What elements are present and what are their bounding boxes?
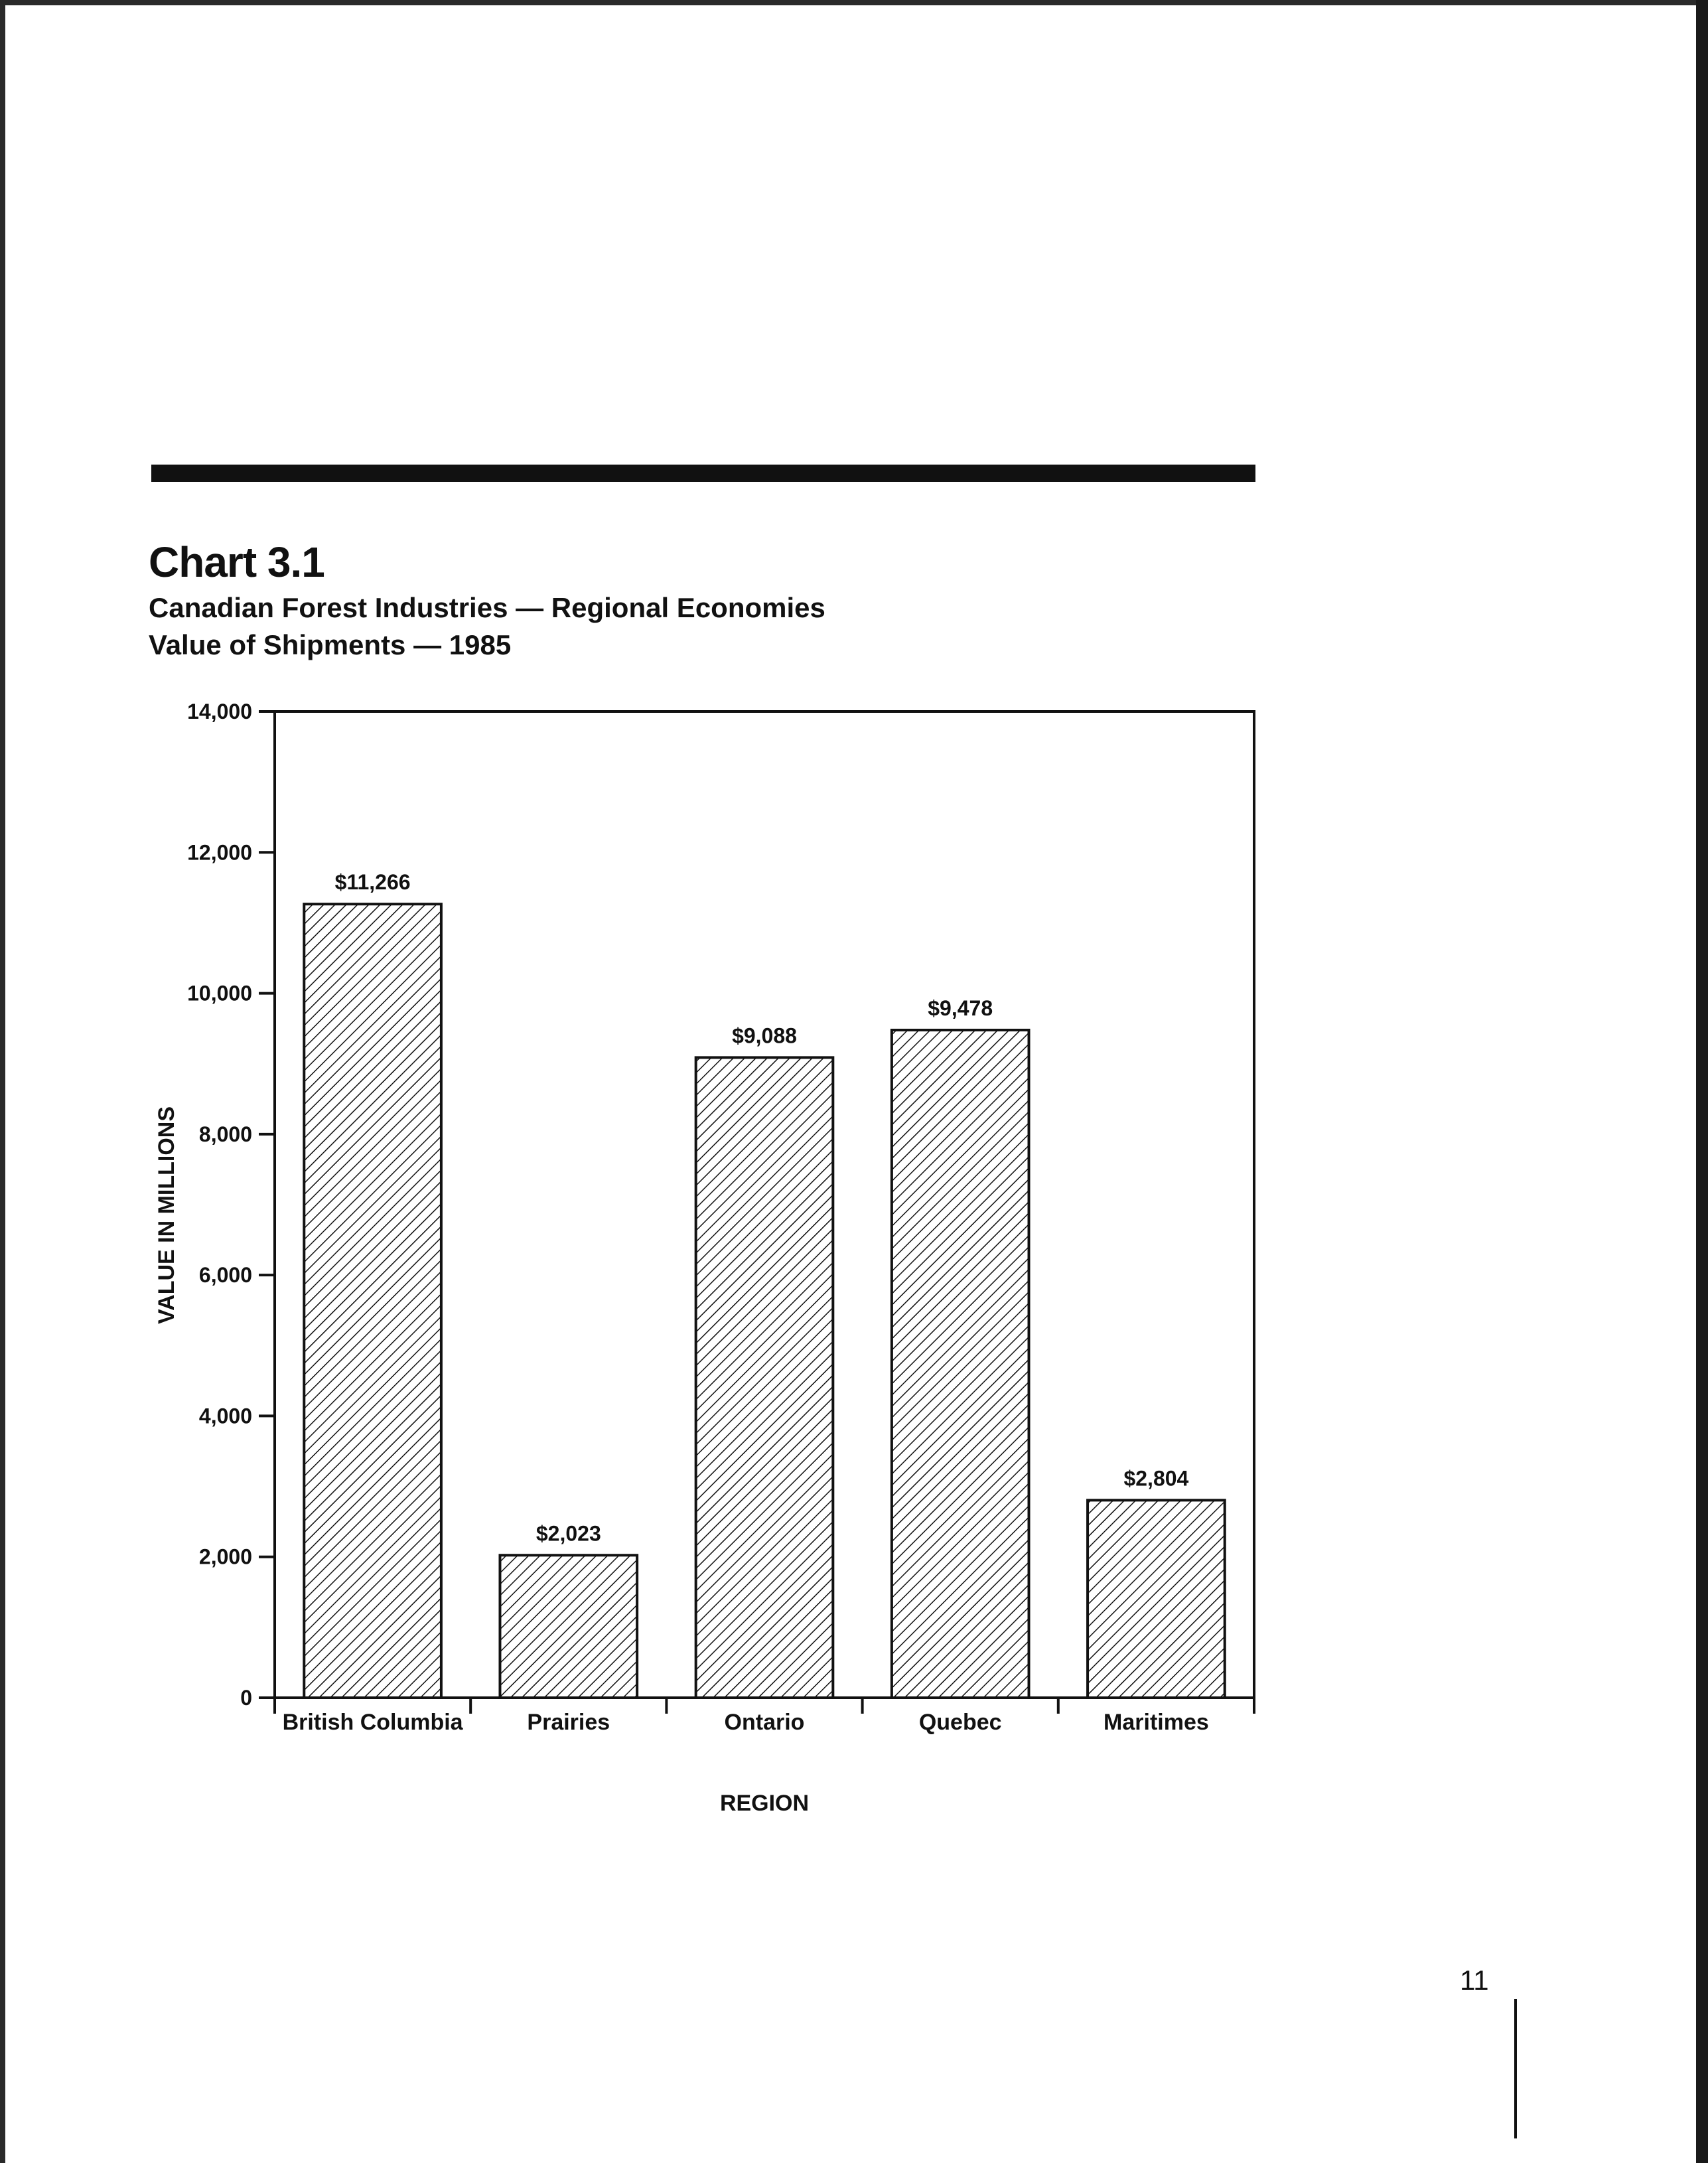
chart-title: Canadian Forest Industries — Regional Economies	[149, 592, 825, 623]
category-label: Prairies	[527, 1710, 610, 1735]
y-axis-title: VALUE IN MILLIONS	[154, 1106, 179, 1325]
y-tick-label: 14,000	[187, 700, 252, 723]
y-axis	[187, 700, 275, 1710]
data-label: $2,023	[535, 1521, 601, 1546]
y-tick-label: 0	[240, 1686, 252, 1710]
bar	[500, 1555, 637, 1698]
y-tick-label: 8,000	[198, 1122, 252, 1146]
y-tick-label: 4,000	[198, 1404, 252, 1428]
page-number: 11	[1460, 1965, 1489, 1996]
category-label: Maritimes	[1103, 1710, 1209, 1735]
data-label: $9,478	[928, 996, 993, 1020]
chart-number: Chart 3.1	[149, 538, 324, 586]
bar	[1088, 1500, 1225, 1698]
data-label: $2,804	[1123, 1466, 1189, 1491]
y-tick-label: 2,000	[198, 1544, 252, 1569]
chart-subtitle: Value of Shipments — 1985	[149, 629, 512, 660]
y-tick-label: 10,000	[187, 981, 252, 1006]
bars	[304, 870, 1224, 1698]
page-number-rule	[1514, 1999, 1517, 2138]
category-label: Quebec	[918, 1710, 1002, 1735]
y-tick-label: 6,000	[198, 1263, 252, 1288]
bar	[892, 1030, 1029, 1698]
y-tick-label: 12,000	[187, 840, 252, 865]
data-label: $11,266	[334, 870, 411, 895]
x-axis-title: REGION	[719, 1791, 810, 1816]
category-label: British Columbia	[282, 1710, 463, 1735]
category-label: Ontario	[724, 1710, 805, 1735]
x-axis	[275, 1698, 1254, 1735]
data-label: $9,088	[732, 1023, 797, 1048]
bar	[304, 904, 441, 1698]
bar	[696, 1057, 833, 1698]
